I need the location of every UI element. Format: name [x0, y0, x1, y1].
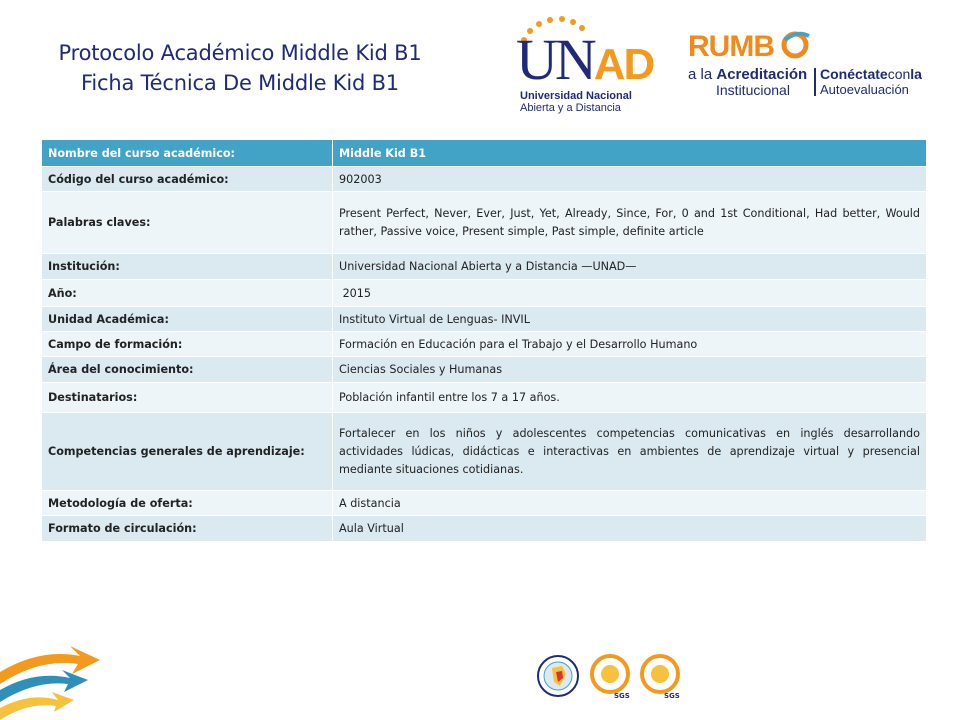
row-label: Competencias generales de aprendizaje: [42, 413, 333, 491]
row-value: Universidad Nacional Abierta y a Distancia —UNAD— [333, 254, 927, 280]
rumbo-tagline-a: a la [688, 66, 713, 83]
row-label: Palabras claves: [42, 192, 333, 254]
sgs-seal-icon [592, 656, 630, 700]
rumbo-tagline-b: Acreditación [716, 66, 808, 83]
rumbo-right-a: Conéctate [820, 66, 888, 82]
table-row [42, 192, 927, 254]
row-label: Año: [42, 280, 333, 307]
row-label: Nombre del curso académico: [42, 140, 333, 167]
row-value: A distancia [333, 491, 927, 516]
table-row [42, 167, 927, 192]
table-row [42, 307, 927, 332]
table-row [42, 383, 927, 413]
table-row [42, 280, 927, 307]
row-value: Instituto Virtual de Lenguas- INVIL [333, 307, 927, 332]
unad-line-1: Universidad Nacional [520, 90, 632, 102]
course-info-table [41, 139, 927, 542]
sgs-label-2: SGS [664, 692, 680, 700]
sgs-seal-icon [642, 656, 680, 700]
rumbo-separator [814, 68, 816, 96]
table-row [42, 140, 927, 167]
row-value: Formación en Educación para el Trabajo y el Desarrollo Humano [333, 332, 927, 357]
sgs-label-1: SGS [614, 692, 630, 700]
row-label: Código del curso académico: [42, 167, 333, 192]
table-row [42, 491, 927, 516]
rumbo-right-b: con [887, 66, 911, 82]
row-value: Aula Virtual [333, 516, 927, 542]
unad-line-2: Abierta y a Distancia [520, 102, 621, 114]
row-label: Institución: [42, 254, 333, 280]
certification-seals [536, 652, 686, 700]
row-value: Población infantil entre los 7 a 17 años. [333, 383, 927, 413]
table-row [42, 254, 927, 280]
row-value: Ciencias Sociales y Humanas [333, 357, 927, 383]
table-row [42, 357, 927, 383]
colombia-seal-icon [538, 656, 578, 696]
page-title [20, 38, 460, 98]
rumbo-tagline-c: Institucional [716, 82, 790, 98]
rumbo-word: RUMB [688, 30, 774, 63]
unad-letters-ad: AD [593, 40, 654, 89]
table-row [42, 413, 927, 491]
row-label: Área del conocimiento: [42, 357, 333, 383]
row-value: Present Perfect, Never, Ever, Just, Yet, Already, Since, For, 0 and 1st Conditional, Had better, Would rather, Passive voice, Present simple, Past simple, definite article [333, 192, 927, 254]
table-row [42, 332, 927, 357]
row-value: Middle Kid B1 [333, 140, 927, 167]
title-line-2: Ficha Técnica De Middle Kid B1 [81, 71, 399, 95]
rumbo-right-d: Autoevaluación [820, 82, 909, 97]
unad-logo [510, 14, 654, 114]
row-label: Campo de formación: [42, 332, 333, 357]
row-label: Unidad Académica: [42, 307, 333, 332]
table-row [42, 516, 927, 542]
row-value: Fortalecer en los niños y adolescentes competencias comunicativas en inglés desarrollando actividades lúdicas, didácticas e interactivas en ambientes de aprendizaje virtual y presencial mediante situaciones cotidianas. [333, 413, 927, 491]
corner-swoosh-icon [0, 630, 110, 720]
row-value: 902003 [333, 167, 927, 192]
rumbo-o-swirl-icon [781, 30, 811, 60]
row-label: Metodología de oferta: [42, 491, 333, 516]
title-line-1: Protocolo Académico Middle Kid B1 [58, 41, 422, 65]
rumbo-right-c: la [910, 66, 922, 82]
row-label: Destinatarios: [42, 383, 333, 413]
unad-letters-un: UN [516, 27, 594, 92]
rumbo-logo [688, 30, 948, 100]
row-label: Formato de circulación: [42, 516, 333, 542]
row-value: 2015 [333, 280, 927, 307]
